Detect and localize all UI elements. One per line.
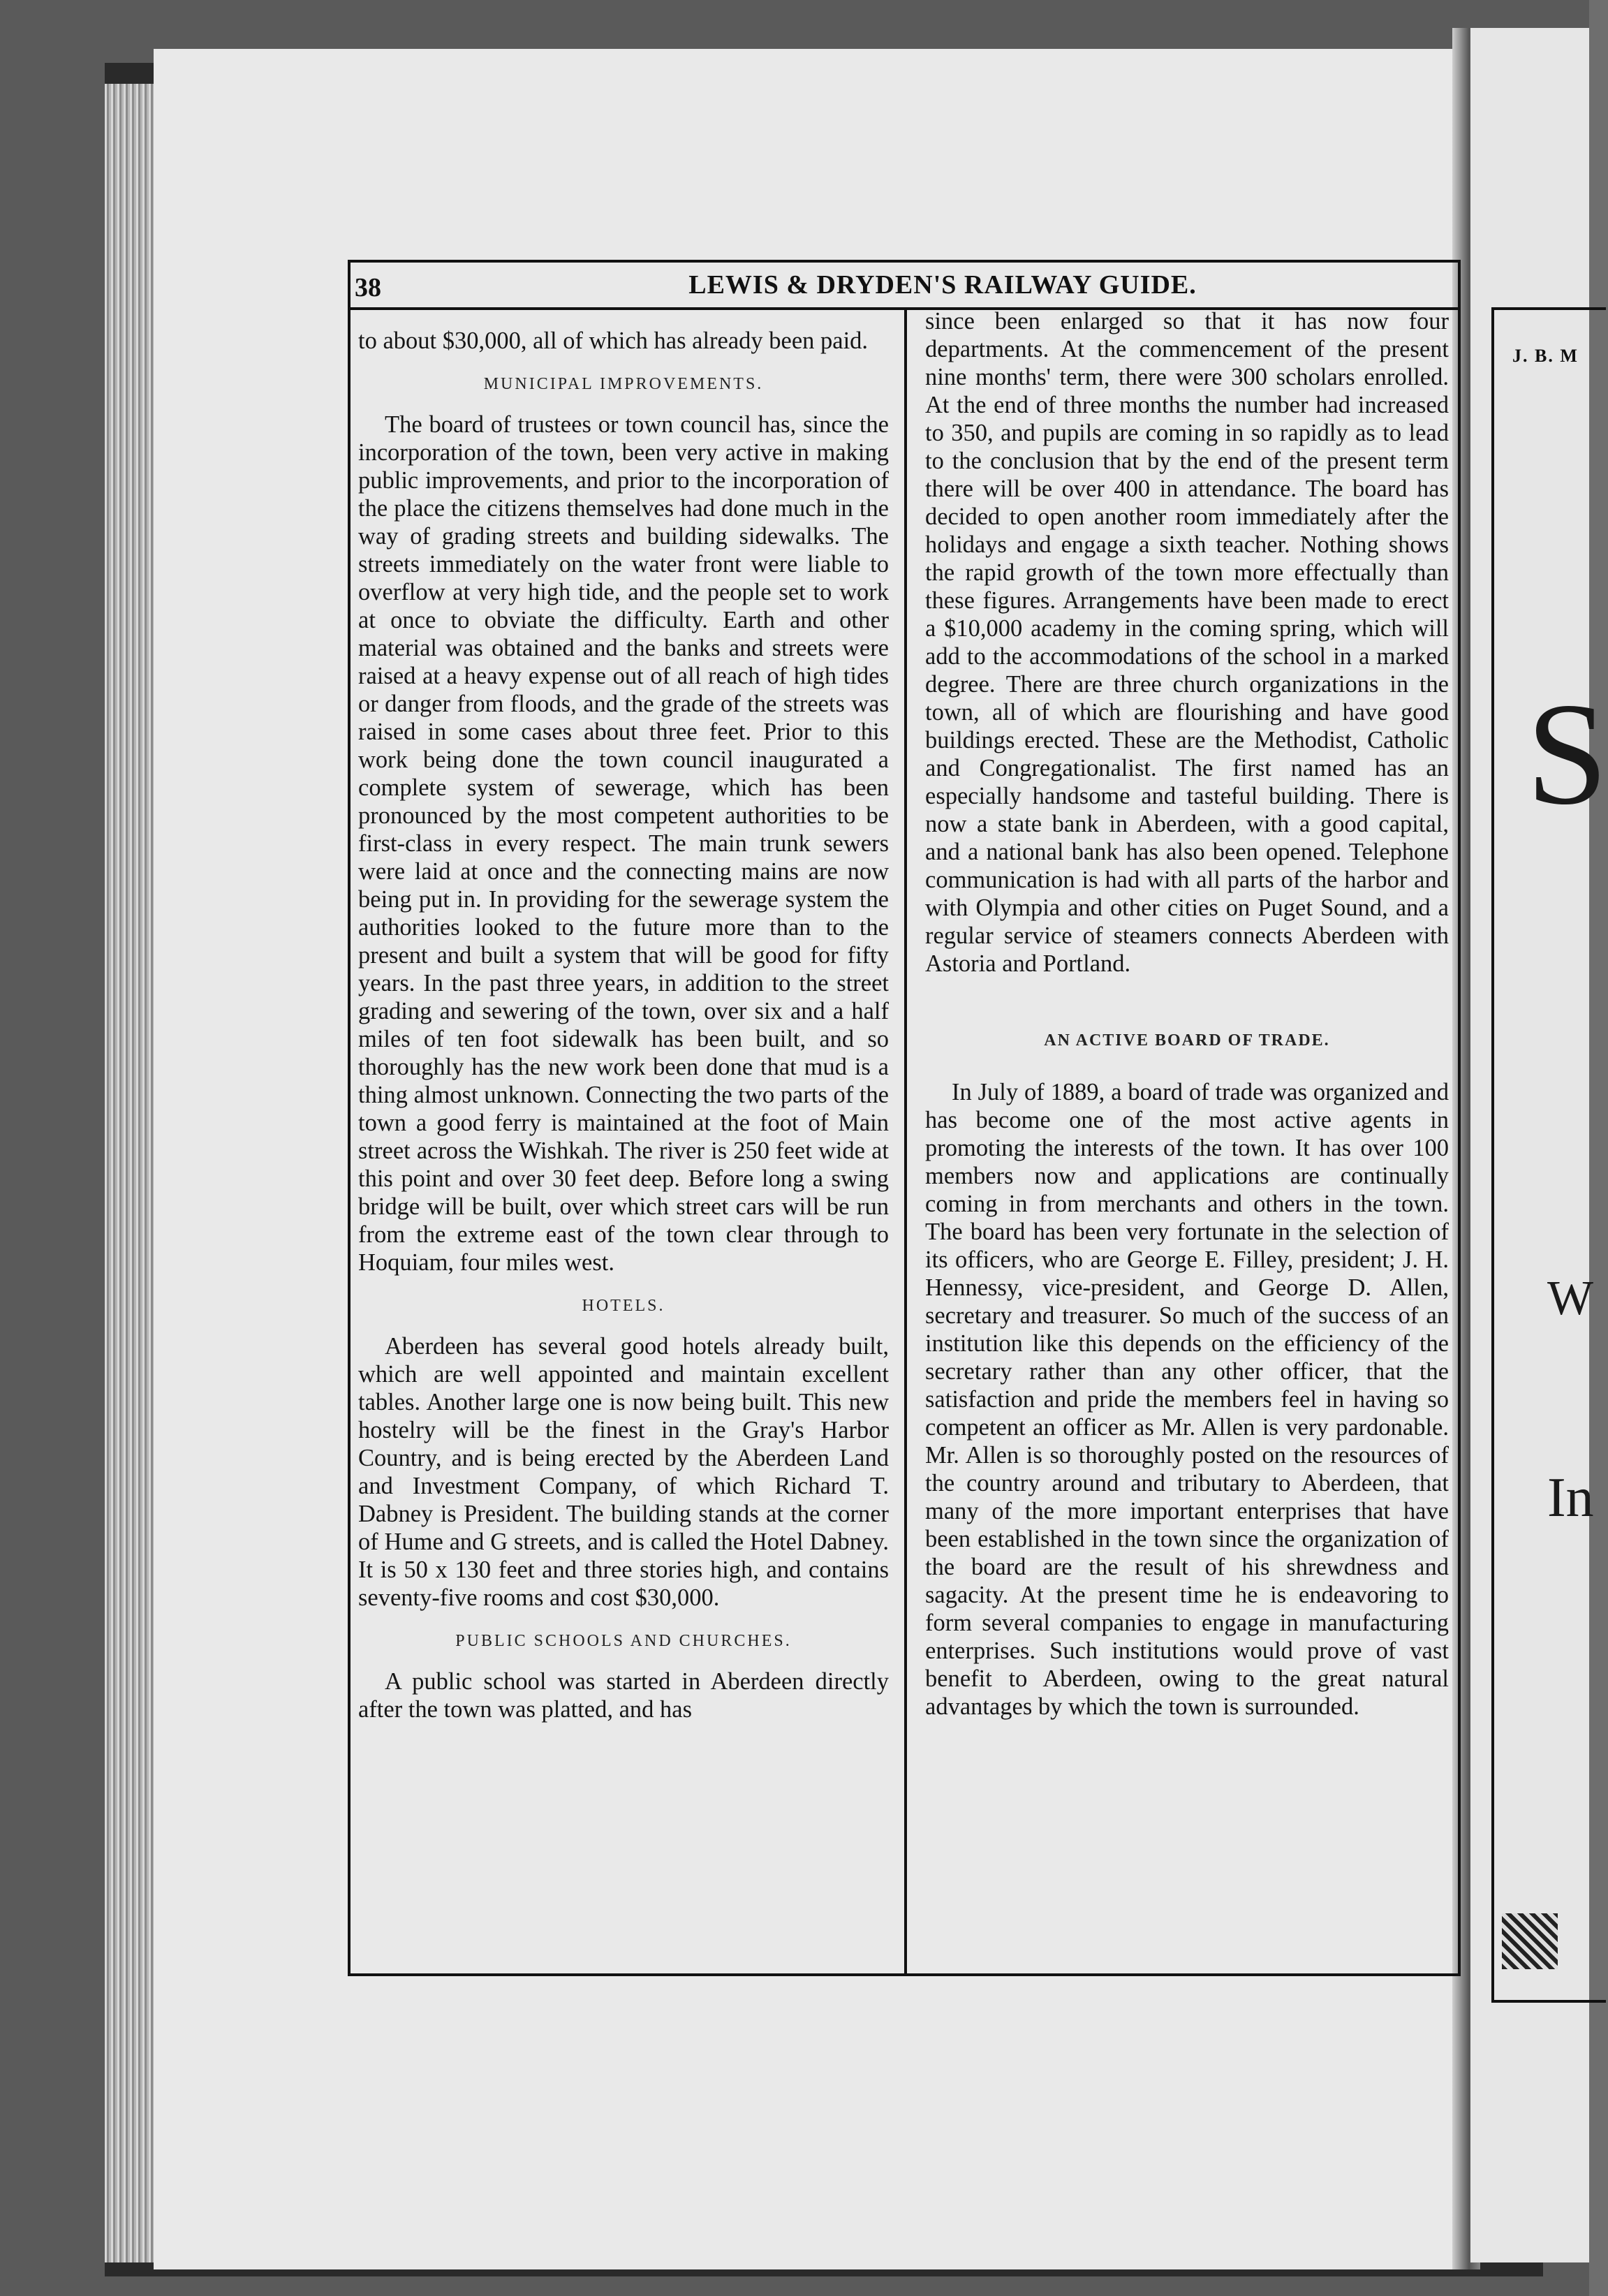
facing-page <box>1470 28 1608 2262</box>
heading-hotels: HOTELS. <box>582 1297 665 1315</box>
page-number: 38 <box>355 273 381 302</box>
facing-page-frame <box>1491 307 1606 2003</box>
heading-public-schools: PUBLIC SCHOOLS AND CHURCHES. <box>455 1632 792 1650</box>
paragraph-hotels: Aberdeen has several good hotels already built, which are well appointed and maintain excellent tables. Another large one is now being built. This new hostelry will be the finest in the Gray's Harbor Country, and is being erected by the Aberdeen Land and Investment Company, of which Richard T. Dabney is President. The building stands at the corner of Hume and G streets, and is called the Hotel Dabney. It is 50 x 130 feet and three stories high, and contains seventy-five rooms and cost $30,000. <box>358 1333 889 1611</box>
facing-page-heading: J. B. M <box>1512 346 1579 366</box>
paragraph-board-of-trade: In July of 1889, a board of trade was organized and has become one of the most active agents in promoting the interests of the town. It has over 100 members now and applications are continually coming in from merchants and others in the town. The board has been very fortunate in the selection of its officers, who are George E. Filley, president; J. H. Hennessy, vice-president, and George D. Allen, secretary and treasurer. So much of the success of an institution like this depends on the efficiency of the secretary rather than any other officer, that the satisfaction and pride the members feel in having so competent an officer as Mr. Allen is very pardonable. Mr. Allen is so thoroughly posted on the resources of the country around and tributary to Aberdeen, that many of the more important enterprises that have been established in the town since the organization of the board are the result of his shrewdness and sagacity. At the present time he is endeavoring to form several companies to engage in manufacturing enterprises. Such institutions would prove of vast benefit to Aberdeen, owing to the great natural advantages by which the town is surrounded. <box>925 1079 1449 1720</box>
paragraph-schools-continued: since been enlarged so that it has now four departments. At the commencement of the present nine months' term, there were 300 scholars enrolled. At the end of three months the number had increased to 350, and pupils are coming in so rapidly as to lead to the conclusion that by the end of the present term there will be over 400 in attendance. The board has decided to open another room immediately after the holidays and engage a sixth teacher. Nothing shows the rapid growth of the town more effectually than these figures. Arrangements have been made to erect a $10,000 academy in the coming spring, which will add to the accommodations of the school in a marked degree. There are three church organizations in the town, all of which are flourishing and have good buildings erected. These are the Methodist, Catholic and Congregationalist. The first named has an especially handsome and tasteful building. There is now a state bank in Aberdeen, with a good capital, and a national bank has also been opened. Telephone communication is had with all parts of the harbor and with Olympia and other cities on Puget Sound, and a regular service of steamers connects Aberdeen with Astoria and Portland. <box>925 308 1449 977</box>
facing-page-ornament <box>1502 1913 1558 1969</box>
heading-municipal-improvements: MUNICIPAL IMPROVEMENTS. <box>483 375 764 393</box>
facing-page-text-fragment: W <box>1547 1272 1594 1325</box>
facing-page-large-letter: S <box>1526 673 1608 835</box>
running-head: LEWIS & DRYDEN'S RAILWAY GUIDE. <box>688 270 1197 300</box>
heading-board-of-trade: AN ACTIVE BOARD OF TRADE. <box>1044 1031 1330 1050</box>
facing-page-text-fragment-2: In <box>1547 1467 1594 1529</box>
paragraph-schools: A public school was started in Aberdeen directly after the town was platted, and has <box>358 1668 889 1723</box>
right-column <box>925 307 1449 1721</box>
left-column <box>358 327 889 1723</box>
paragraph-continued: to about $30,000, all of which has already been paid. <box>358 328 869 354</box>
page-edges <box>105 84 161 2262</box>
column-rule <box>904 310 907 1976</box>
paragraph-municipal: The board of trustees or town council has, since the incorporation of the town, been very active in making public improvements, and prior to the incorporation of the place the citizens themselves had done much in the way of grading streets and building sidewalks. The streets immediately on the water front were liable to overflow at very high tide, and the people set to work at once to obviate the difficulty. Earth and other material was obtained and the banks and streets were raised at a heavy expense out of all reach of high tides or danger from floods, and the grade of the streets was raised in some cases about three feet. Prior to this work being done the town council inaugurated a complete system of sewerage, which has been pronounced by the most competent authorities to be first-class in every respect. The main trunk sewers were laid at once and the connecting mains are now being put in. In providing for the sewerage system the authorities looked to the future more than to the present and built a system that will be good for fifty years. In the past three years, in addition to the street grading and sewering of the town, over six and a half miles of ten foot sidewalk has been built, and so thoroughly has the new work been done that mud is a thing almost unknown. Connecting the two parts of the town a good ferry is maintained at the foot of Main street across the Wishkah. The river is 250 feet wide at this point and over 30 feet deep. Before long a swing bridge will be built, over which street cars will be run from the extreme east of the town clear through to Hoquiam, four miles west. <box>358 411 889 1276</box>
